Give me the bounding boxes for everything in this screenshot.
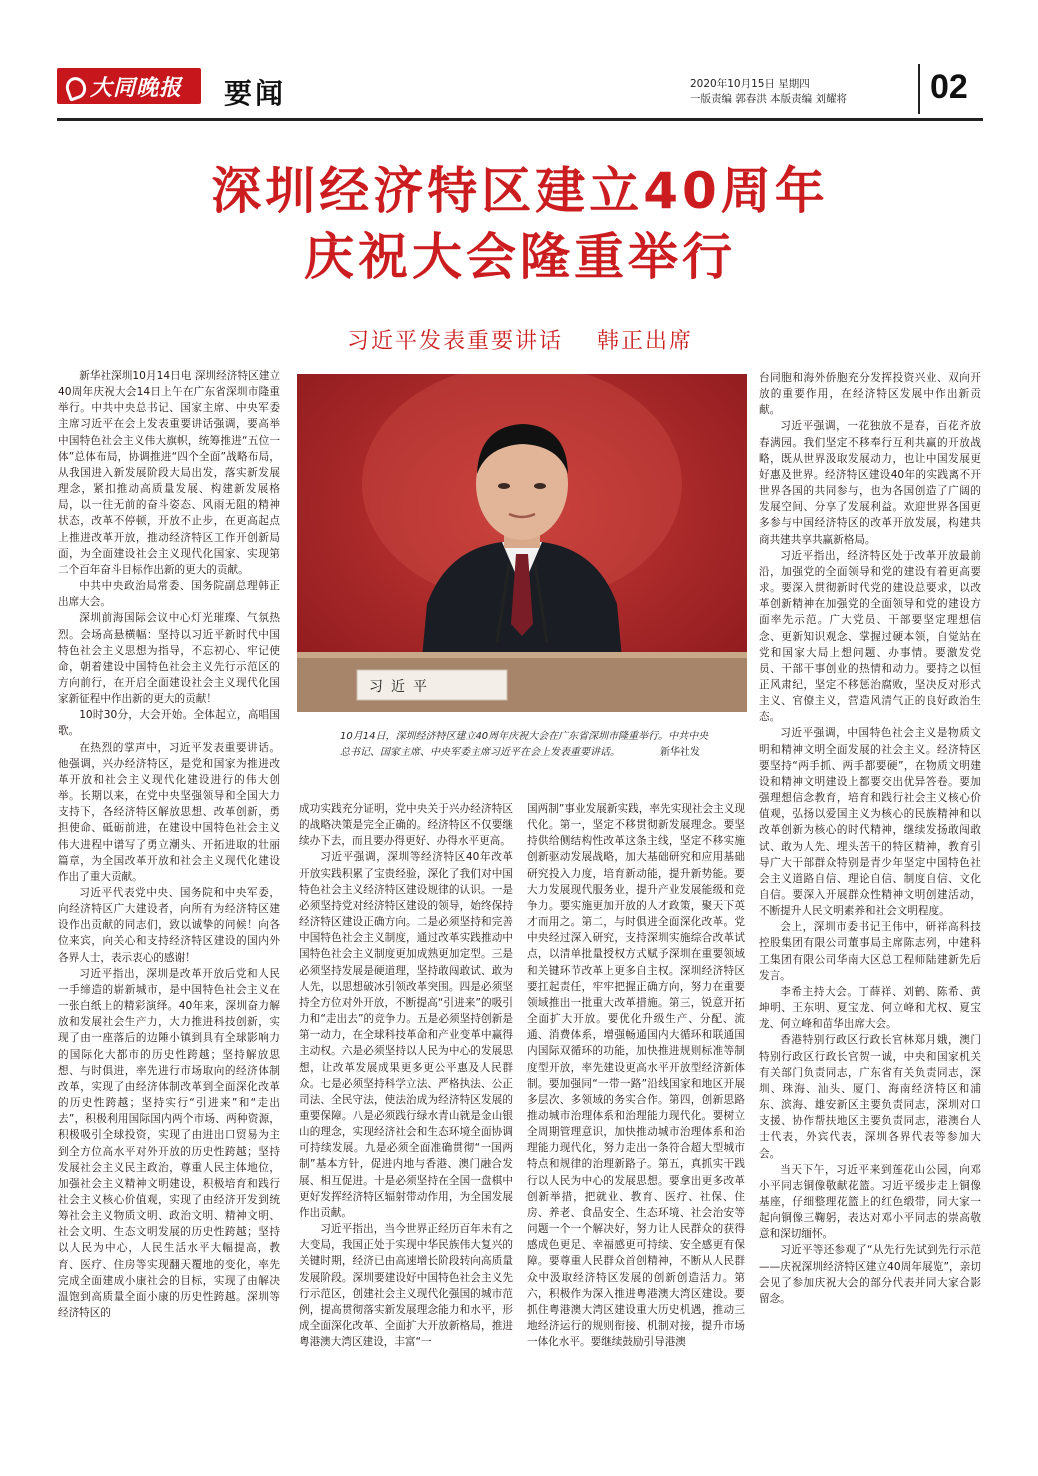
masthead-divider [918, 64, 920, 114]
paragraph: 深圳前海国际会议中心灯光璀璨、气氛热烈。会场高悬横幅：坚持以习近平新时代中国特色社会主义思想为指导，不忘初心、牢记使命，朝着建设中国特色社会主义先行示范区的方向前行，在开启全面建设社会主义现代化国家新征程中作出新的更大的贡献！ [58, 612, 280, 706]
article-column-4 [759, 370, 981, 1428]
paragraph: 习近平强调，一花独放不是春，百花齐放春满园。我们坚定不移奉行互利共赢的开放战略，既从世界汲取发展动力，也让中国发展更好惠及世界。经济特区建设40年的实践离不开世界各国的共同参与，也为各国创造了广阔的发展空间、分享了发展利益。欢迎世界各国更多参与中国经济特区的改革开放发展，构建共商共建共享共赢新格局。 [759, 420, 981, 546]
paragraph: 在热烈的掌声中，习近平发表重要讲话。他强调，兴办经济特区，是党和国家为推进改革开放和社会主义现代化建设进行的伟大创举。长期以来，在党中央坚强领导和全国大力支持下，各经济特区解放思想、改革创新，勇担使命、砥砺前进，在建设中国特色社会主义伟大进程中谱写了勇立潮头、开拓进取的壮丽篇章，为全国改革开放和社会主义现代化建设作出了重大贡献。 [58, 741, 280, 883]
subheadline-part-1: 习近平发表重要讲话 [346, 329, 563, 354]
page-number: 02 [930, 68, 968, 106]
newspaper-logo [57, 68, 201, 104]
paragraph: 会上，深圳市委书记王伟中，研祥高科技控股集团有限公司董事局主席陈志列，中建科工集团有限公司华南大区总工程师陆建新先后发言。 [759, 921, 981, 982]
paragraph: 台同胞和海外侨胞充分发挥投资兴业、双向开放的重要作用，在经济特区发展中作出新贡献。 [759, 372, 981, 417]
paragraph: 习近平强调，深圳等经济特区40年改革开放实践积累了宝贵经验，深化了我们对中国特色社会主义经济特区建设规律的认识。一是必须坚持党对经济特区建设的领导，始终保持经济特区建设正确方向。二是必须坚持和完善中国特色社会主义制度，通过改革实践推动中国特色社会主义制度更加成熟更加定型。三是必须坚持发展是硬道理，坚持敢闯敢试、敢为人先，以思想破冰引领改革突围。四是必须坚持全方位对外开放，不断提高“引进来”的吸引力和“走出去”的竞争力。五是必须坚持创新是第一动力，在全球科技革命和产业变革中赢得主动权。六是必须坚持以人民为中心的发展思想，让改革发展成果更多更公平惠及人民群众。七是必须坚持科学立法、严格执法、公正司法、全民守法，使法治成为经济特区发展的重要保障。八是必须践行绿水青山就是金山银山的理念，实现经济社会和生态环境全面协调可持续发展。九是必须全面准确贯彻“一国两制”基本方针，促进内地与香港、澳门融合发展、相互促进。十是必须坚持在全国一盘棋中更好发挥经济特区辐射带动作用，为全国发展作出贡献。 [299, 851, 513, 1219]
headline-line-2: 庆祝大会隆重举行 [304, 228, 736, 286]
nameplate-text: 习近平 [369, 679, 435, 695]
issue-date: 2020年10月15日 星期四 [690, 78, 810, 90]
section-name: 要闻 [224, 77, 287, 110]
photo-caption [340, 729, 710, 761]
article-column-2 [299, 801, 513, 1428]
article-column-3 [527, 801, 745, 1428]
headline-line-1: 深圳经济特区建立40周年 [211, 162, 829, 220]
photo-credit: 新华社发 [660, 747, 700, 758]
paragraph: 习近平代表党中央、国务院和中央军委，向经济特区广大建设者，向所有为经济特区建设作出贡献的同志们，致以诚挚的问候！向各位来宾，向关心和支持经济特区建设的国内外各界人士，表示衷心的感谢！ [58, 887, 280, 964]
paragraph: 习近平强调，中国特色社会主义是物质文明和精神文明全面发展的社会主义。经济特区要坚持“两手抓、两手都要硬”，在物质文明建设和精神文明建设上都要交出优异答卷。要加强理想信念教育，培育和践行社会主义核心价值观，弘扬以爱国主义为核心的民族精神和以改革创新为核心的时代精神，继续发扬敢闯敢试、敢为人先、埋头苦干的特区精神，教育引导广大干部群众特别是青少年坚定中国特色社会主义道路自信、理论自信、制度自信、文化自信。要深入开展群众性精神文明创建活动，不断提升人民文明素养和社会文明程度。 [759, 727, 981, 918]
paragraph: 习近平指出，当今世界正经历百年未有之大变局，我国正处于实现中华民族伟大复兴的关键时期，经济已由高速增长阶段转向高质量发展阶段。深圳要建设好中国特色社会主义先行示范区，创建社会主义现代化强国的城市范例，提高贯彻落实新发展理念能力和水平，形成全面深化改革、全面扩大开放新格局，推进粤港澳大湾区建设，丰富“一 [299, 1223, 513, 1349]
paragraph: 新华社深圳10月14日电 深圳经济特区建立40周年庆祝大会14日上午在广东省深圳市隆重举行。中共中央总书记、国家主席、中央军委主席习近平在会上发表重要讲话强调，要高举中国特色社会主义伟大旗帜，统筹推进“五位一体”总体布局，协调推进“四个全面”战略布局，从我国进入新发展阶段大局出发，落实新发展理念，紧扣推动高质量发展、构建新发展格局，以一往无前的奋斗姿态、风雨无阻的精神状态，改革不停顿，开放不止步，在更高起点上推进改革开放，推动经济特区工作开创新局面，为全面建设社会主义现代化国家、实现第二个百年奋斗目标作出新的更大的贡献。 [58, 370, 280, 576]
paragraph: 中共中央政治局常委、国务院副总理韩正出席大会。 [58, 580, 280, 609]
photo-caption-text: 10月14日，深圳经济特区建立40周年庆祝大会在广东省深圳市隆重举行。中共中央总书记、国家主席、中央军委主席习近平在会上发表重要讲话。 [340, 731, 709, 758]
subheadline-part-2: 韩正出席 [597, 329, 694, 354]
paragraph: 国两制”事业发展新实践，率先实现社会主义现代化。第一，坚定不移贯彻新发展理念。要坚持供给侧结构性改革这条主线，坚定不移实施创新驱动发展战略，加大基础研究和应用基础研究投入力度，培育新动能，提升新势能。要大力发展现代服务业，提升产业发展能级和竞争力。要实施更加开放的人才政策，聚天下英才而用之。第二，与时俱进全面深化改革。党中央经过深入研究，支持深圳实施综合改革试点，以清单批量授权方式赋予深圳在重要领域和关键环节改革上更多自主权。深圳经济特区要扛起责任，牢牢把握正确方向，努力在重要领域推出一批重大改革措施。第三，锐意开拓全面扩大开放。要优化升级生产、分配、流通、消费体系，增强畅通国内大循环和联通国内国际双循环的功能，加快推进规则标准等制度型开放，率先建设更高水平开放型经济新体制。要加强同“一带一路”沿线国家和地区开展多层次、多领域的务实合作。第四，创新思路推动城市治理体系和治理能力现代化。要树立全周期管理意识，加快推动城市治理体系和治理能力现代化，努力走出一条符合超大型城市特点和规律的治理新路子。第五，真抓实干践行以人民为中心的发展思想。要拿出更多改革创新举措，把就业、教育、医疗、社保、住房、养老、食品安全、生态环境、社会治安等问题一个一个解决好，努力让人民群众的获得感成色更足、幸福感更可持续、安全感更有保障。要尊重人民群众首创精神，不断从人民群众中汲取经济特区发展的创新创造活力。第六，积极作为深入推进粤港澳大湾区建设。要抓住粤港澳大湾区建设重大历史机遇，推动三地经济运行的规则衔接、机制对接，提升市场一体化水平。要继续鼓励引导港澳 [527, 803, 745, 1349]
masthead-rule [57, 118, 983, 121]
paragraph: 李希主持大会。丁薛祥、刘鹤、陈希、黄坤明、王东明、夏宝龙、何立峰和尤权、夏宝龙、何立峰和苗华出席大会。 [759, 985, 981, 1031]
paragraph: 成功实践充分证明，党中央关于兴办经济特区的战略决策是完全正确的。经济特区不仅要继续办下去，而且要办得更好、办得水平更高。 [299, 803, 513, 848]
logo-text: 大同晚报 [90, 74, 183, 101]
speaker-photo-illustration [297, 374, 747, 712]
article-column-1 [58, 368, 280, 1428]
issue-editors: 一版责编 郭春洪 本版责编 刘耀将 [690, 93, 848, 105]
headline [60, 158, 980, 290]
paragraph: 习近平指出，经济特区处于改革开放最前沿，加强党的全面领导和党的建设有着更高要求。要深入贯彻新时代党的建设总要求，以改革创新精神在加强党的全面领导和党的建设方面率先示范。广大党员、干部要坚定理想信念、更新知识观念、掌握过硬本领，自觉站在党和国家大局上想问题、办事情。要激发党员、干部干事创业的热情和动力。要持之以恒正风肃纪，坚定不移惩治腐败，坚决反对形式主义、官僚主义，营造风清气正的良好政治生态。 [759, 549, 981, 724]
issue-info [690, 77, 847, 107]
paragraph: 香港特别行政区行政长官林郑月娥，澳门特别行政区行政长官贺一诚，中央和国家机关有关部门负责同志，广东省有关负责同志，深圳、珠海、汕头、厦门、海南经济特区和浦东、滨海、雄安新区主要负责同志，深圳对口支援、协作帮扶地区主要负责同志，港澳台人士代表，外宾代表，深圳各界代表等参加大会。 [759, 1034, 981, 1160]
subheadline [60, 324, 980, 355]
paragraph: 习近平等还参观了“从先行先试到先行示范——庆祝深圳经济特区建立40周年展览”，亲切会见了参加庆祝大会的部分代表并同大家合影留念。 [759, 1244, 981, 1305]
logo-emblem-icon [64, 73, 86, 99]
news-photo [297, 374, 747, 712]
paragraph: 10时30分，大会开始。全体起立，高唱国歌。 [58, 709, 280, 738]
paragraph: 当天下午，习近平来到莲花山公园，向邓小平同志铜像敬献花篮。习近平缓步走上铜像基座，仔细整理花篮上的红色缎带，同大家一起向铜像三鞠躬，表达对邓小平同志的崇高敬意和深切缅怀。 [759, 1163, 981, 1241]
paragraph: 习近平指出，深圳是改革开放后党和人民一手缔造的崭新城市，是中国特色社会主义在一张白纸上的精彩演绎。40年来，深圳奋力解放和发展社会生产力，大力推进科技创新，实现了由一座落后的边陲小镇到具有全球影响力的国际化大都市的历史性跨越；坚持解放思想、与时俱进，率先进行市场取向的经济体制改革，实现了由经济体制改革到全面深化改革的历史性跨越；坚持实行“引进来”和“走出去”，积极利用国际国内两个市场、两种资源，积极吸引全球投资，实现了由进出口贸易为主到全方位高水平对外开放的历史性跨越；坚持发展社会主义民主政治，尊重人民主体地位，加强社会主义精神文明建设，积极培育和践行社会主义核心价值观，实现了由经济开发到统筹社会主义物质文明、政治文明、精神文明、社会文明、生态文明发展的历史性跨越；坚持以人民为中心，人民生活水平大幅提高，教育、医疗、住房等实现翻天覆地的变化，率先完成全面建成小康社会的目标，实现了由解决温饱到高质量全面小康的历史性跨越。深圳等经济特区的 [58, 967, 280, 1320]
